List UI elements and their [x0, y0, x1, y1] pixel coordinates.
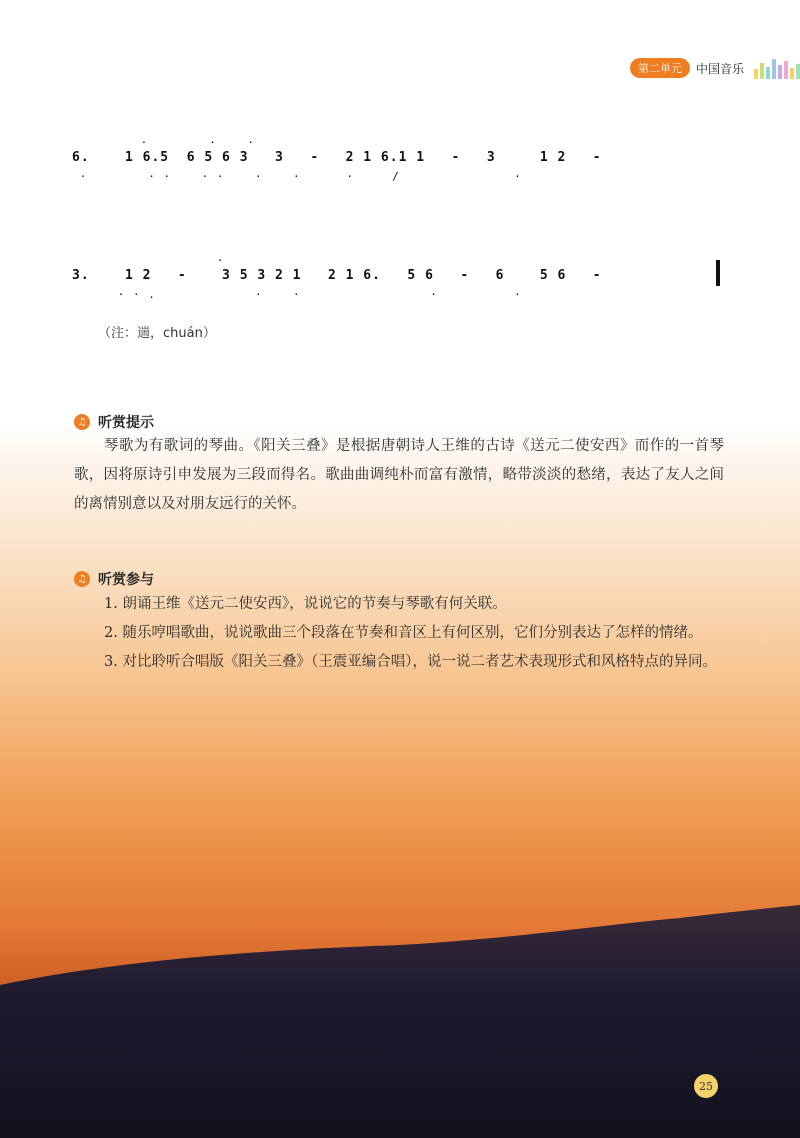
- pronunciation-note: （注：遄，chuán）: [98, 326, 216, 341]
- music-icon: ♫: [74, 414, 90, 430]
- listening-participation-list: [74, 590, 724, 677]
- listening-participation-heading: [74, 569, 154, 589]
- notation-lower-dots: · · · · · · · · / ·: [72, 170, 522, 183]
- heading-text: 听赏提示: [98, 415, 154, 431]
- list-item: 2. 随乐哼唱歌曲，说说歌曲三个段落在节奏和音区上有何区别，它们分别表达了怎样的情绪。: [104, 625, 703, 641]
- unit-tag: [630, 57, 800, 79]
- paragraph: 琴歌为有歌词的琴曲。《阳关三叠》是根据唐朝诗人王维的古诗《送元二使安西》而作的一首琴歌，因将原诗引申发展为三段而得名。歌曲曲调纯朴而富有激情，略带淡淡的愁绪，表达了友人之间的离情别意以及对朋友远行的关怀。: [74, 438, 724, 512]
- notation-octave-dots: · · ·: [72, 136, 255, 149]
- final-barline: [716, 260, 720, 286]
- notation-notes: 6. 1 6.5 6 5 6 3 3 - 2 1 6.1 1 - 3 1 2 -: [72, 150, 602, 165]
- page-number: 25: [694, 1074, 718, 1098]
- listening-tips-body: [74, 432, 724, 519]
- notation-lower-dots: · · . · · · ·: [72, 288, 522, 301]
- notation-notes: 3. 1 2 - 3 5 3 2 1 2 1 6. 5 6 - 6 5 6 -: [72, 268, 602, 283]
- decorative-bars: [754, 57, 800, 79]
- music-icon: ♫: [74, 571, 90, 587]
- unit-label: 第二单元: [630, 58, 690, 78]
- listening-tips-heading: [74, 412, 154, 432]
- list-item: 3. 对比聆听合唱版《阳关三叠》（王震亚编合唱），说一说二者艺术表现形式和风格特点的异同。: [104, 654, 717, 670]
- notation-line-2: [0, 254, 800, 318]
- list-item: 1. 朗诵王维《送元二使安西》，说说它的节奏与琴歌有何关联。: [104, 596, 507, 612]
- notation-octave-dots: ·: [72, 254, 225, 267]
- heading-text: 听赏参与: [98, 572, 154, 588]
- unit-name: 中国音乐: [695, 61, 744, 76]
- notation-line-1: [0, 136, 800, 200]
